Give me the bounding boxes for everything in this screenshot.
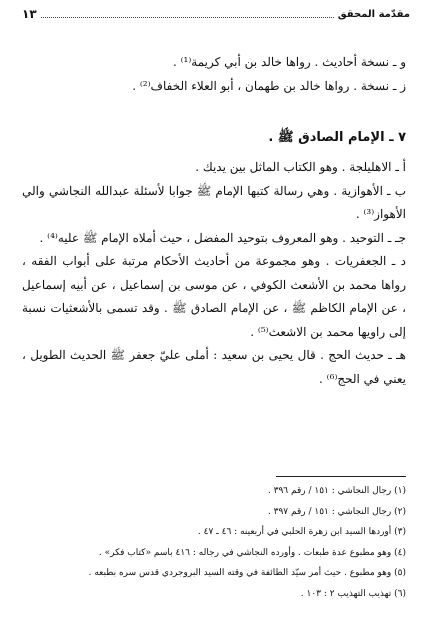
section-item: أ ـ الاهليلجة . وهو الكتاب الماثل بين يديك . <box>195 160 406 174</box>
page-number: ١٣ <box>22 7 37 21</box>
running-header <box>22 6 410 22</box>
section-item: هـ ـ حديث الحج . قال يحيى بن سعيد : أملى عليّ جعفر ﷺ الحديث الطويل ، يعني في الحج⁽⁶⁾ . <box>22 348 406 386</box>
header-dotted-leader <box>41 17 334 18</box>
section-item: جـ ـ التوحيد . وهو المعروف بتوحيد المفضل ، حيث أملاه الإمام ﷺ عليه⁽⁴⁾ . <box>39 230 406 245</box>
footnote-separator <box>276 476 406 477</box>
footnote: (١) رجال النجاشي : ١٥١ / رقم ٣٩٦ . <box>267 486 406 496</box>
section-heading: ٧ ـ الإمام الصادق ﷺ . <box>268 130 406 145</box>
running-header-title: مقدّمة المحقق <box>337 8 410 20</box>
section-item: ب ـ الأهوازية . وهي رسالة كتبها الإمام ﷺ جوابا لأسئلة عبدالله النجاشي والي الأهواز⁽³⁾ . <box>22 183 406 221</box>
footnote: (٥) وهو مطبوع . حيث أمر سيّد الطائفة في وقته السيد البروجردي قدس سره بطبعه . <box>88 568 406 578</box>
footnote: (٤) وهو مطبوع عدة طبعات . وأورده النجاشي في رجاله : ٤١٦ باسم «كتاب فكر» . <box>98 547 406 558</box>
footnote: (٦) تهذيب التهذيب ٢ : ١٠٣ . <box>300 588 406 599</box>
footnote: (٢) رجال النجاشي : ١٥١ / رقم ٣٩٧ . <box>267 506 406 517</box>
intro-paragraphs <box>22 50 406 98</box>
intro-line: و ـ نسخة أحاديث . رواها خالد بن أبي كريمة⁽¹⁾ . <box>172 55 406 69</box>
footnote: (٣) أوردها السيد ابن زهرة الحلبي في أربعينه : ٤٦ ـ ٤٧ . <box>197 527 406 537</box>
section-items <box>22 156 406 391</box>
intro-line: ز ـ نسخة . رواها خالد بن طهمان ، أبو العلاء الخفاف⁽²⁾ . <box>132 79 406 93</box>
section-item: د ـ الجعفريات . وهو مجموعة من أحاديث الأحكام مرتبة على أبواب الفقه ، رواها محمد بن الأشعث الكوفي ، عن موسى بن إسماعيل ، عن أبيه إسماعيل ، عن الإمام الكاظم ﷺ ، عن الإمام الصادق ﷺ . وقد تسمى بالأشعثيات نسبة إلى راويها محمد بن الاشعث⁽⁵⁾ . <box>22 254 406 339</box>
footnotes <box>22 481 406 604</box>
